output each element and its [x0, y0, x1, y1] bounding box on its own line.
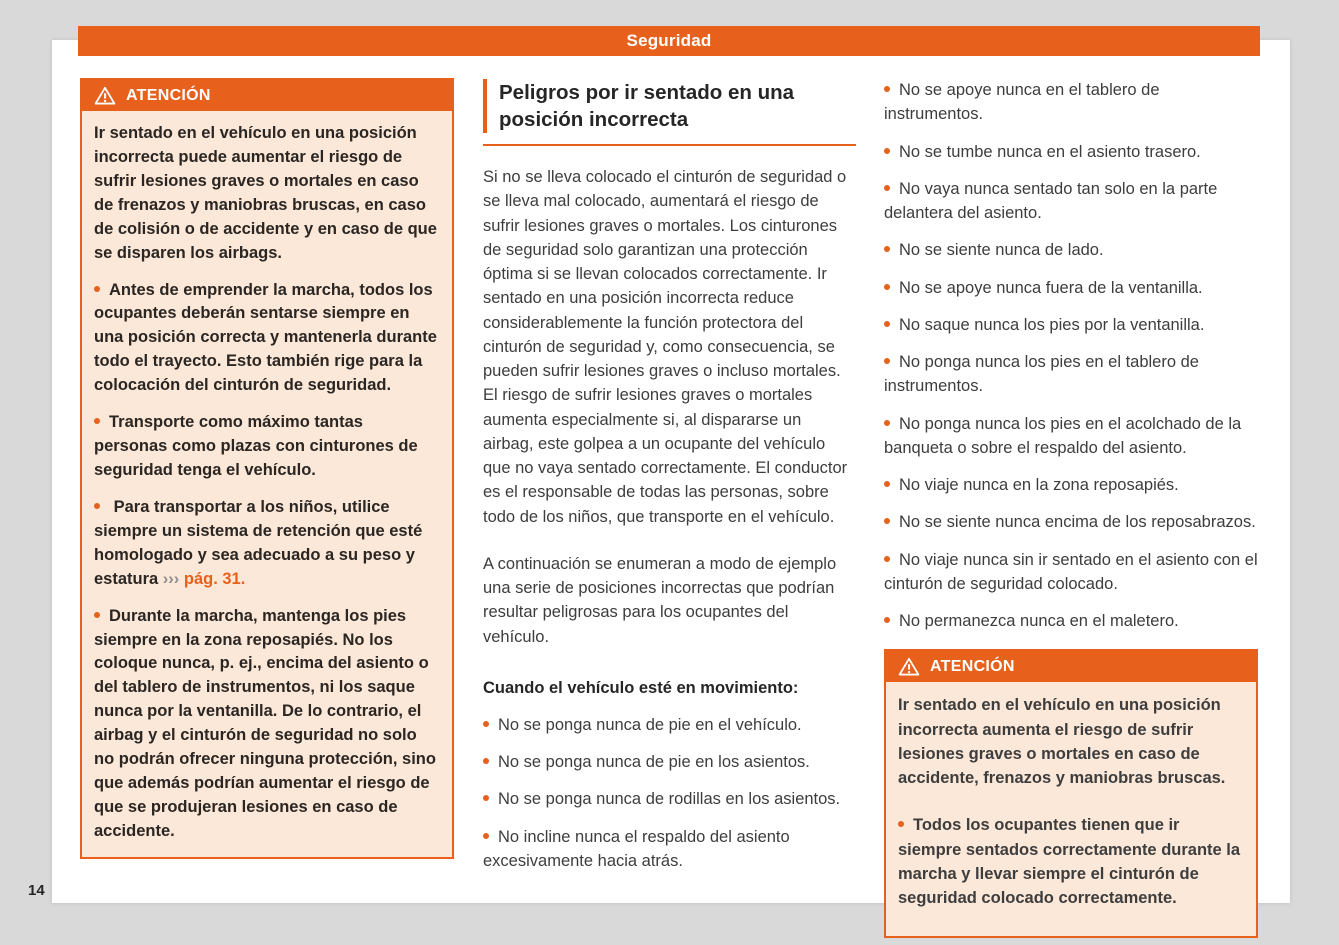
warning-bullet — [94, 496, 440, 592]
list-item: No viaje nunca en la zona reposapiés. — [884, 473, 1258, 497]
cross-ref-arrows: ››› — [162, 569, 180, 588]
middle-column — [483, 78, 856, 886]
sub-heading: Cuando el vehículo esté en movimiento: — [483, 678, 799, 697]
list-item: No se siente nunca de lado. — [884, 238, 1258, 262]
list-item: No se apoye nunca fuera de la ventanilla. — [884, 276, 1258, 300]
document-page — [52, 31, 1290, 907]
list-item: No se siente nunca encima de los reposabrazos. — [884, 510, 1258, 534]
paragraph: A continuación se enumeran a modo de ejemplo una serie de posiciones incorrectas que podrían resultar peligrosas para los ocupantes del vehículo. — [483, 554, 837, 646]
warning-bullet: Todos los ocupantes tienen que ir siempre sentados correctamente durante la marcha y llevar siempre el cinturón de seguridad colocado correctamente. — [898, 813, 1244, 910]
warning-box-header — [82, 80, 452, 111]
warning-bullet: Antes de emprender la marcha, todos los ocupantes deberán sentarse siempre en una posición correcta y mantenerla durante todo el trayecto. Esto también rige para la colocación del cinturón de seguridad. — [94, 279, 440, 399]
list-item: No saque nunca los pies por la ventanilla. — [884, 313, 1258, 337]
warning-bullet: Durante la marcha, mantenga los pies siempre en la zona reposapiés. No los coloque nunca, p. ej., encima del asiento o del tablero de instrumentos, ni los saque nunca por la ventanilla. De lo contrario, el airbag y el cinturón de seguridad no solo no podrán ofrecer ninguna protección, sino que además podrían aumentar el riesgo de que se produjeran lesiones en caso de accidente. — [94, 605, 440, 844]
warning-box-header — [886, 651, 1256, 682]
list-item: No se tumbe nunca en el asiento trasero. — [884, 140, 1258, 164]
paragraph: Si no se lleva colocado el cinturón de seguridad o se lleva mal colocado, aumentará el riesgo de sufrir lesiones graves o mortales. Los cinturones de seguridad solo garantizan una protección óptima si se llevan colocados correctamente. Ir sentado en una posición incorrecta reduce considerablemente la función protectora del cinturón de seguridad y, como consecuencia, se pueden sufrir lesiones graves o incluso mortales. El riesgo de sufrir lesiones graves o mortales aumenta especialmente si, al dispararse un airbag, este golpea a un ocupante del vehículo que no vaya sentado correctamente. El conductor es el responsable de todas las personas, sobre todo de los niños, que transporte en el vehículo. — [483, 168, 848, 526]
list-item: No vaya nunca sentado tan solo en la parte delantera del asiento. — [884, 177, 1258, 226]
warning-bullet-text: Para transportar a los niños, utilice siempre un sistema de retención que esté homologado y sea adecuado a su peso y estatura — [94, 497, 423, 588]
warning-bullet: Transporte como máximo tantas personas como plazas con cinturones de seguridad tenga el vehículo. — [94, 411, 440, 483]
list-item: No se ponga nunca de pie en el vehículo. — [483, 713, 856, 737]
left-column — [80, 78, 454, 859]
list-item: No se ponga nunca de pie en los asientos. — [483, 750, 856, 774]
warning-title: ATENCIÓN — [930, 657, 1015, 675]
list-item: No incline nunca el respaldo del asiento excesivamente hacia atrás. — [483, 825, 856, 874]
warning-icon — [94, 86, 116, 105]
warning-title: ATENCIÓN — [126, 86, 211, 104]
warning-box-right — [884, 649, 1258, 938]
warning-icon — [898, 657, 920, 676]
right-column — [884, 78, 1258, 938]
section-heading: Peligros por ir sentado en una posición incorrecta — [483, 79, 856, 133]
warning-intro: Ir sentado en el vehículo en una posición incorrecta aumenta el riesgo de sufrir lesiones graves o mortales en caso de accidente, frenazos y maniobras bruscas. — [898, 696, 1226, 787]
list-item: No se ponga nunca de rodillas en los asientos. — [483, 787, 856, 811]
warning-box-body — [886, 682, 1256, 936]
page-number: 14 — [28, 882, 45, 899]
section-heading-rule — [483, 144, 856, 146]
warning-intro: Ir sentado en el vehículo en una posición incorrecta puede aumentar el riesgo de sufrir lesiones graves o mortales en caso de frenazos y maniobras bruscas, en caso de colisión o de accidente y en caso de que se disparen los airbags. — [94, 124, 437, 262]
list-item: No ponga nunca los pies en el tablero de instrumentos. — [884, 350, 1258, 399]
list-item: No se apoye nunca en el tablero de instrumentos. — [884, 78, 1258, 127]
list-item: No ponga nunca los pies en el acolchado de la banqueta o sobre el respaldo del asiento. — [884, 412, 1258, 461]
chapter-title: Seguridad — [626, 31, 712, 50]
warning-box-body — [82, 111, 452, 857]
list-item: No permanezca nunca en el maletero. — [884, 609, 1258, 633]
chapter-header-bar — [78, 26, 1260, 56]
list-item: No viaje nunca sin ir sentado en el asiento con el cinturón de seguridad colocado. — [884, 548, 1258, 597]
page-reference-link[interactable]: pág. 31. — [183, 569, 246, 588]
warning-box-left — [80, 78, 454, 859]
